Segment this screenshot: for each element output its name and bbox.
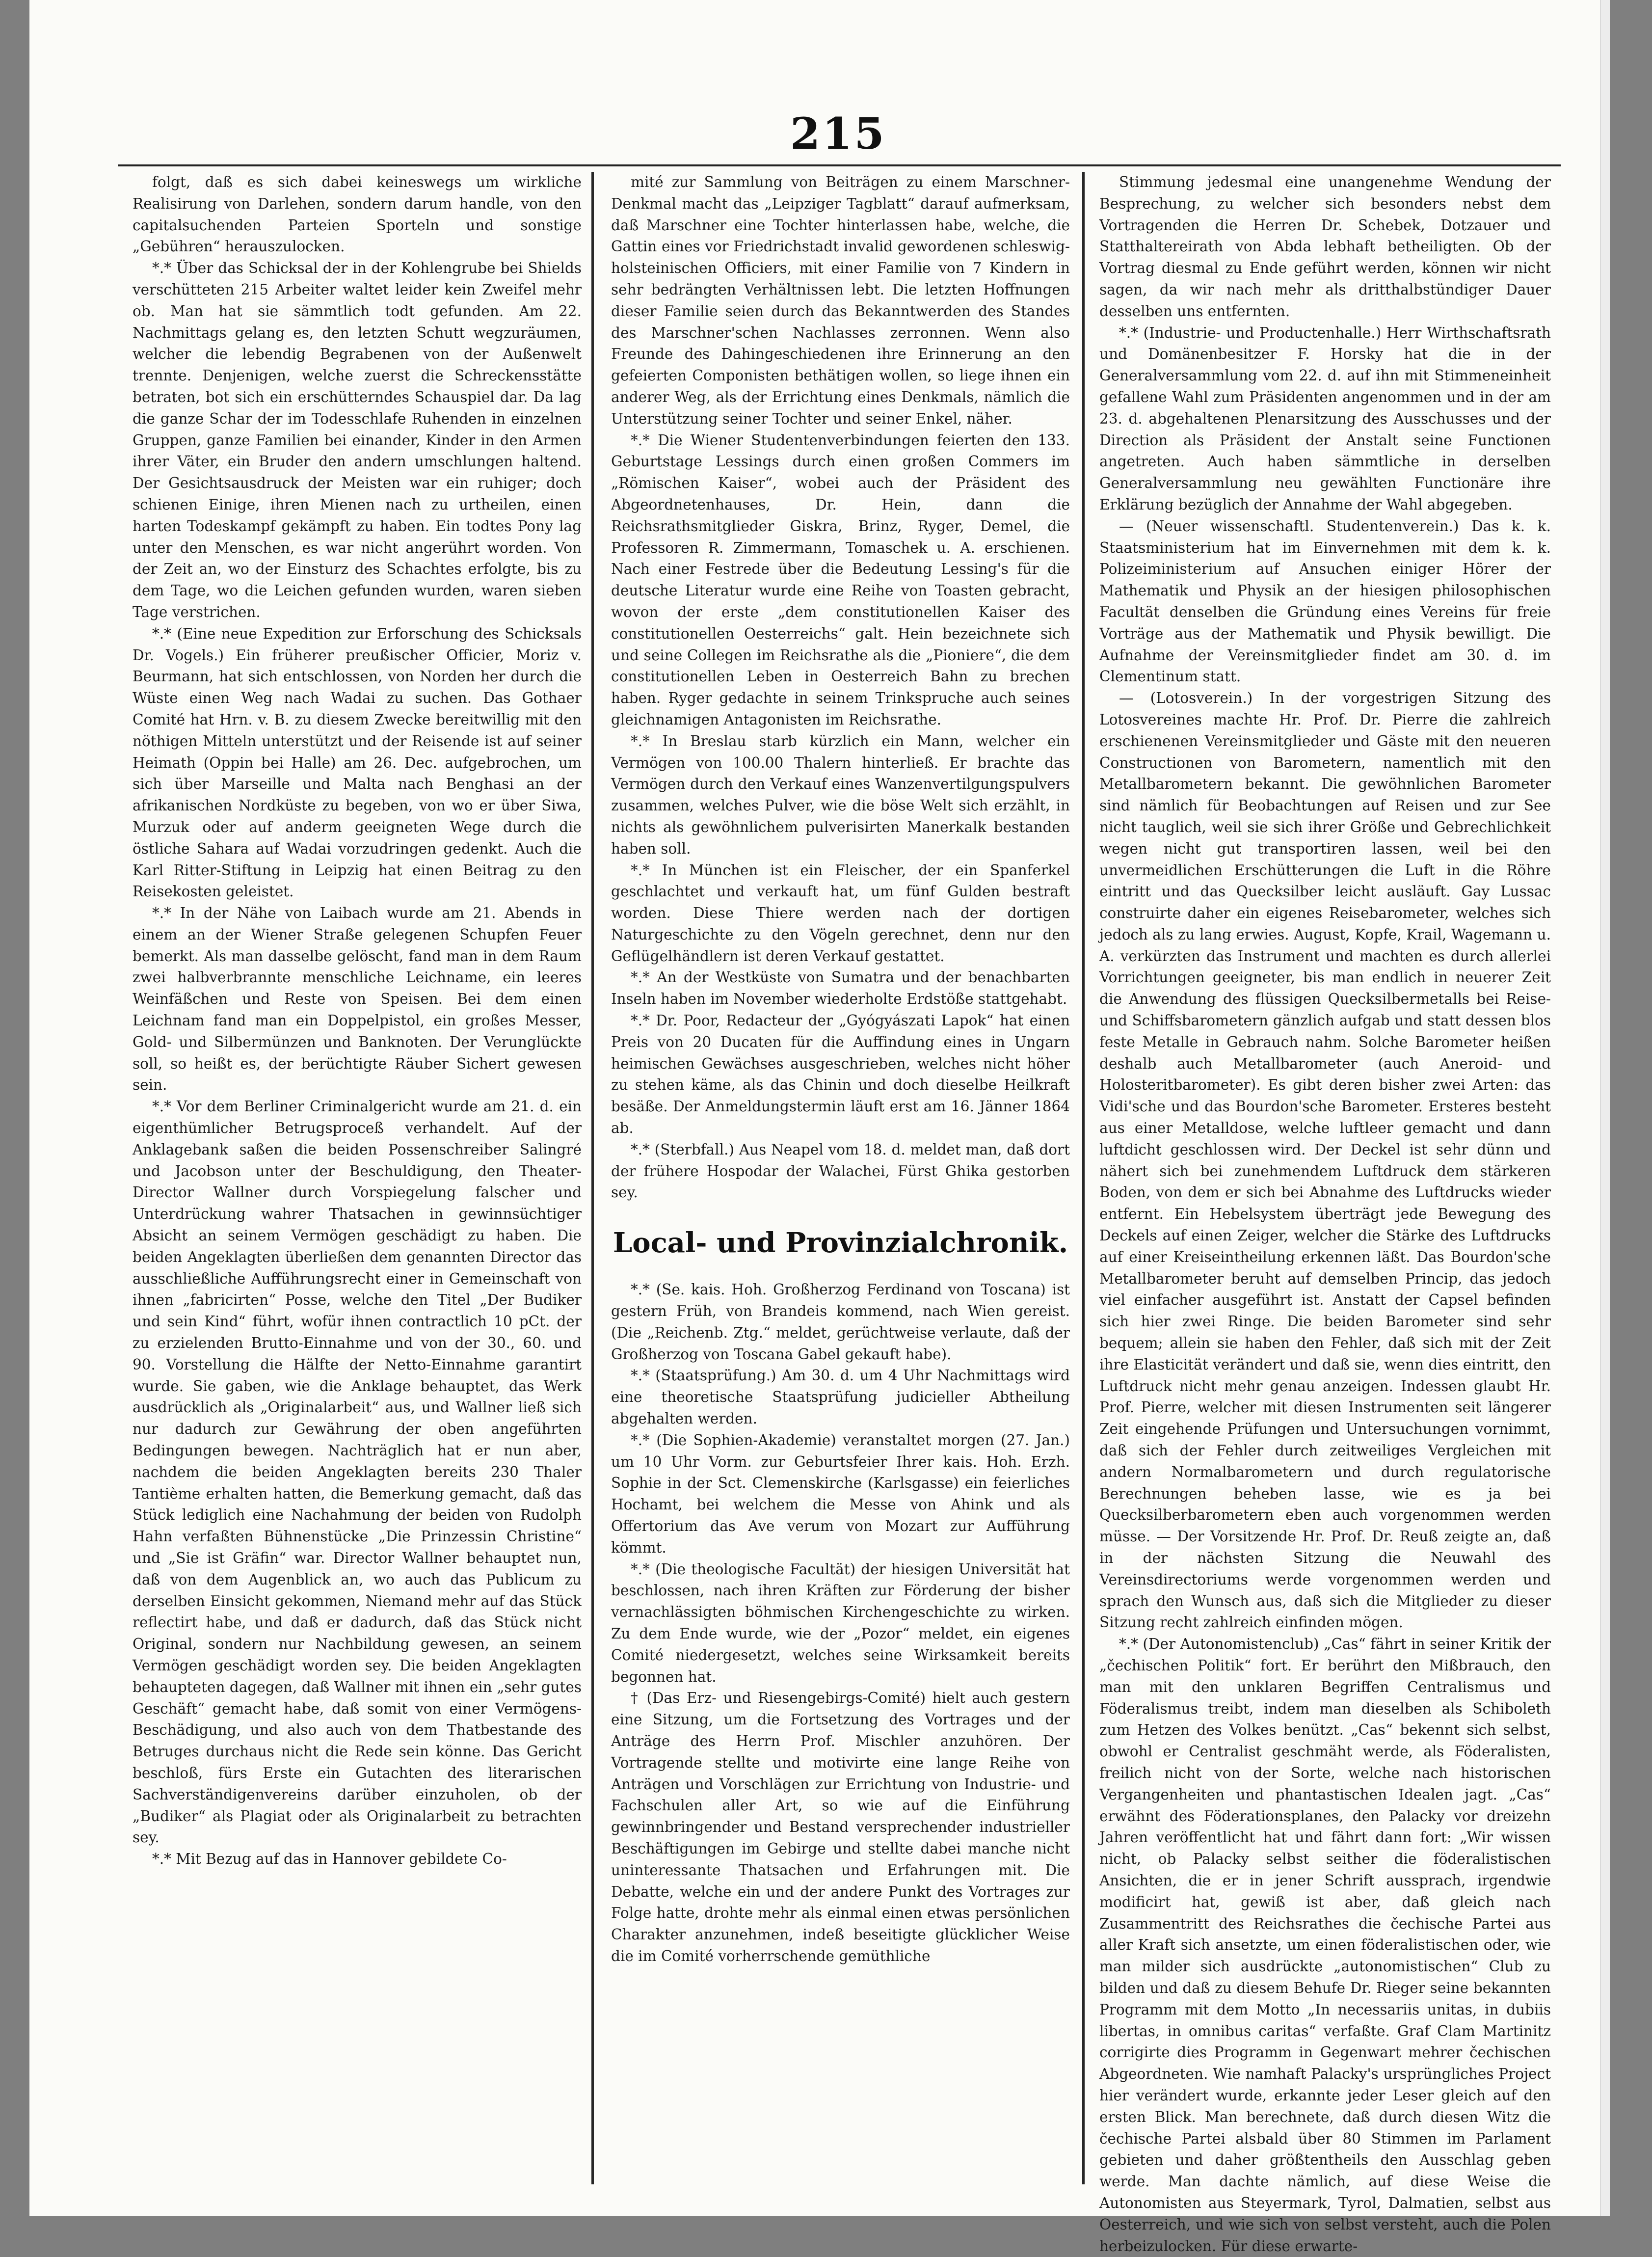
news-paragraph: *.* (Staatsprüfung.) Am 30. d. um 4 Uhr Nachmittags wird eine theoretische Staatsprüfung judicieller Abtheilung abgehalten werden. xyxy=(611,1367,1070,1427)
section-heading: Local- und Provinzialchronik. xyxy=(613,1227,1068,1260)
news-paragraph: mité zur Sammlung von Beiträgen zu einem Marschner-Denkmal macht das „Leipziger Tagblatt“ darauf aufmerksam, daß Marschner eine Tochter hinterlassen habe, welche, die Gattin eines vor Friedrichstadt invalid gewordenen schleswig-holsteinischen Officiers, mit einer Familie von 7 Kindern in sehr bedrängten Verhältnissen lebt. Die letzten Hoffnungen dieser Familie seien durch das Bekanntwerden des Standes des Marschner'schen Nachlasses zerronnen. Wenn also Freunde des Dahingeschiedenen ihre Erinnerung an den gefeierten Componisten bethätigen wollen, so liege ihnen ein anderer Weg, als der Errichtung eines Denkmals, nämlich die Unterstützung seiner Tochter und seiner Enkel, näher. xyxy=(611,174,1070,427)
news-paragraph: — (Lotosverein.) In der vorgestrigen Sitzung des Lotosvereines machte Hr. Prof. Dr. Pierre die zahlreich erschienenen Vereinsmitglieder und Gäste mit den neueren Constructionen von Barometern, namentlich mit den Metallbarometern bekannt. Die gewöhnlichen Barometer sind nämlich für Beobachtungen auf Reisen und zur See nicht tauglich, weil sie sich ihrer Größe und Gebrechlichkeit wegen nicht gut transportiren lassen, weil bei den unvermeidlichen Erschütterungen die Luft in die Röhre eintritt und das Quecksilber leicht ausläuft. Gay Lussac construirte daher ein eigenes Reisebarometer, welches sich jedoch als zu lang erwies. August, Kopfe, Krail, Wagemann u. A. verkürzten das Instrument und machten es durch allerlei Vorrichtungen geeigneter, bis man endlich in neuerer Zeit die Anwendung des flüssigen Quecksilbermetalls bei Reise- und Schiffsbarometern gänzlich aufgab und statt dessen blos feste Metalle in Gebrauch nahm. Solche Barometer heißen deshalb auch Metallbarometer (auch Aneroid- und Holosteritbarometer). Es gibt deren bisher zwei Arten: das Vidi'sche und das Bourdon'sche Barometer. Ersteres besteht aus einer Metalldose, welche luftleer gemacht und dann luftdicht geschlossen wird. Der Deckel ist sehr dünn und nähert sich bei zunehmendem Luftdruck dem stärkeren Boden, von dem er sich bei Abnahme des Luftdrucks wieder entfernt. Ein Hebelsystem überträgt jede Bewegung des Deckels auf einen Zeiger, welcher die Stärke des Luftdrucks auf einer Kreiseintheilung erkennen läßt. Das Bourdon'sche Metallbarometer beruht auf demselben Princip, das jedoch viel einfacher ausgeführt ist. Anstatt der Capsel befinden sich hier zwei Ringe. Die beiden Barometer sind sehr bequem; allein sie haben den Fehler, daß sich mit der Zeit ihre Elasticität verändert und daß sie, wenn dies eintritt, den Luftdruck nicht mehr genau anzeigen. Indessen glaubt Hr. Prof. Pierre, welcher mit diesen Instrumenten seit längerer Zeit eingehende Prüfungen und Untersuchungen vornimmt, daß sich der Fehler durch zeitweiliges Vergleichen mit andern Normalbarometern und durch regulatorische Berechnungen beheben lasse, wie es ja bei Quecksilberbarometern eben auch vorgenommen werden müsse. — Der Vorsitzende Hr. Prof. Dr. Reuß zeigte an, daß in der nächsten Sitzung die Neuwahl des Vereinsdirectoriums werde vorgenommen werden und sprach den Wunsch aus, daß sich die Mitglieder zu dieser Sitzung recht zahlreich einfinden mögen. xyxy=(1099,690,1551,1631)
news-paragraph: *.* Vor dem Berliner Criminalgericht wurde am 21. d. ein eigenthümlicher Betrugsproceß verhandelt. Auf der Anklagebank saßen die beiden Possenschreiber Salingré und Jacobson unter der Beschuldigung, den Theater-Director Wallner durch Vorspiegelung falscher und Unterdrückung wahrer Thatsachen in gewinnsüchtiger Absicht an seinem Vermögen geschädigt zu haben. Die beiden Angeklagten überließen dem genannten Director das ausschließliche Aufführungsrecht einer in Gemeinschaft von ihnen „fabricirten“ Posse, welche den Titel „Der Budiker und sein Kind“ führt, wofür ihnen contractlich 10 pCt. der zu erzielenden Brutto-Einnahme und von der 30., 60. und 90. Vorstellung die Hälfte der Netto-Einnahme garantirt wurde. Sie gaben, wie die Anklage behauptet, das Werk ausdrücklich als „Originalarbeit“ aus, und Wallner ließ sich nur dadurch zur Gewährung der oben angeführten Bedingungen bewegen. Nachträglich hat er nun aber, nachdem die beiden Angeklagten bereits 230 Thaler Tantième erhalten hatten, die Bemerkung gemacht, daß das Stück lediglich eine Nachahmung der beiden von Rudolph Hahn verfaßten Bühnenstücke „Die Prinzessin Christine“ und „Sie ist Gräfin“ war. Director Wallner behauptet nun, daß von dem Augenblick an, wo auch das Publicum zu derselben Einsicht gekommen, Niemand mehr auf das Stück reflectirt habe, und daß er dadurch, daß das Stück nicht Original, sondern nur Nachbildung gewesen, an seinem Vermögen geschädigt worden sey. Die beiden Angeklagten behaupteten dagegen, daß Wallner mit ihnen ein „sehr gutes Geschäft“ gemacht habe, daß somit von einer Vermögens-Beschädigung, und also auch von dem Thatbestande des Betruges durchaus nicht die Rede sein könne. Das Gericht beschloß, fürs Erste ein Gutachten des literarischen Sachverständigenvereins darüber einzuholen, ob der „Budiker“ als Plagiat oder als Originalarbeit zu betrachten sey. xyxy=(133,1098,582,1846)
page-edge xyxy=(1601,0,1610,2216)
column-middle xyxy=(611,172,1070,2184)
news-paragraph: † (Das Erz- und Riesengebirgs-Comité) hielt auch gestern eine Sitzung, um die Fortsetzung des Vortrages und der Anträge des Herrn Prof. Mischler anzuhören. Der Vortragende stellte und motivirte eine lange Reihe von Anträgen und Vorschlägen zur Errichtung von Industrie- und Fachschulen aller Art, so wie auf die Einführung gewinnbringender und Bestand versprechender industrieller Beschäftigungen im Gebirge und stellte dabei manche nicht uninteressante Thatsachen und Erfahrungen mit. Die Debatte, welche ein und der andere Punkt des Vortrages zur Folge hatte, drohte mehr als einmal einen etwas persönlichen Charakter anzunehmen, indeß beseitigte glücklicher Weise die im Comité vorherrschende gemüthliche xyxy=(611,1690,1070,1964)
news-paragraph: *.* (Se. kais. Hoh. Großherzog Ferdinand von Toscana) ist gestern Früh, von Brandeis kommend, nach Wien gereist. (Die „Reichenb. Ztg.“ meldet, gerüchtweise verlaute, daß der Großherzog von Toscana Gabel gekauft habe). xyxy=(611,1281,1070,1363)
news-paragraph: *.* (Die Sophien-Akademie) veranstaltet morgen (27. Jan.) um 10 Uhr Vorm. zur Geburtsfeier Ihrer kais. Hoh. Erzh. Sophie in der Sct. Clemenskirche (Karlsgasse) ein feierliches Hochamt, bei welchem die Messe von Ahink und als Offertorium das Ave verum von Mozart zur Aufführung kömmt. xyxy=(611,1431,1070,1556)
news-paragraph: *.* Die Wiener Studentenverbindungen feierten den 133. Geburtstage Lessings durch einen großen Commers im „Römischen Kaiser“, wobei auch der Präsident des Abgeordnetenhauses, Dr. Hein, dann die Reichsrathsmitglieder Giskra, Brinz, Ryger, Demel, die Professoren R. Zimmermann, Tomaschek u. A. erschienen. Nach einer Festrede über die Bedeutung Lessing's für die deutsche Literatur wurde eine Reihe von Toasten gebracht, wovon der erste „dem constitutionellen Kaiser des constitutionellen Oesterreichs“ galt. Hein bezeichnete sich und seine Collegen im Reichsrathe als die „Pioniere“, die dem constitutionellen Leben in Oesterreich Bahn zu brechen haben. Ryger gedachte in seinem Trinkspruche auch seines gleichnamigen Antagonisten im Reichsrathe. xyxy=(611,431,1070,728)
news-paragraph: *.* (Industrie- und Productenhalle.) Herr Wirthschaftsrath und Domänenbesitzer F. Horsky hat die in der Generalversammlung vom 22. d. auf ihn mit Stimmeneinheit gefallene Wahl zum Präsidenten angenommen und in der am 23. d. abgehaltenen Plenarsitzung des Ausschusses und der Direction als Präsident der Anstalt seine Functionen angetreten. Auch haben sämmtliche in derselben Generalversammlung neu gewählten Functionäre ihre Erklärung bezüglich der Annahme der Wahl abgegeben. xyxy=(1099,324,1551,513)
page-number: 215 xyxy=(790,108,886,159)
newspaper-page xyxy=(29,0,1600,2255)
header-rule xyxy=(118,164,1561,166)
column-divider xyxy=(1082,172,1085,2184)
news-paragraph: folgt, daß es sich dabei keineswegs um wirkliche Realisirung von Darlehen, sondern darum handle, von den capitalsuchenden Parteien Sporteln und sonstige „Gebühren“ herauszulocken. xyxy=(133,174,582,255)
news-paragraph: *.* An der Westküste von Sumatra und der benachbarten Inseln haben im November wiederholte Erdstöße stattgehabt. xyxy=(611,969,1070,1008)
news-paragraph: *.* Dr. Poor, Redacteur der „Gyógyászati Lapok“ hat einen Preis von 20 Ducaten für die Auffindung eines in Ungarn heimischen Gewächses ausgeschrieben, welches nicht höher zu stehen käme, als das Chinin und doch dieselbe Heilkraft besäße. Der Anmeldungstermin läuft erst am 16. Jänner 1864 ab. xyxy=(611,1012,1070,1137)
news-paragraph: *.* (Die theologische Facultät) der hiesigen Universität hat beschlossen, nach ihren Kräften zur Förderung der bisher vernachlässigten böhmischen Kirchengeschichte zu wirken. Zu dem Ende wurde, wie der „Pozor“ meldet, ein eigenes Comité niedergesetzt, welches seine Wirksamkeit bereits begonnen hat. xyxy=(611,1560,1070,1685)
news-paragraph: — (Neuer wissenschaftl. Studentenverein.) Das k. k. Staatsministerium hat im Einvernehmen mit dem k. k. Polizeiministerium auf Ansuchen einiger Hörer der Mathematik und Physik an der hiesigen philosophischen Facultät denselben die Gründung eines Vereins für freie Vorträge aus der Mathematik und Physik bewilligt. Die Aufnahme der Vereinsmitglieder findet am 30. d. im Clementinum statt. xyxy=(1099,517,1551,685)
news-paragraph: *.* (Der Autonomistenclub) „Cas“ fährt in seiner Kritik der „čechischen Politik“ fort. Er berührt den Mißbrauch, den man mit den unklaren Begriffen Centralismus und Föderalismus treibt, indem man dieselben als Schiboleth zum Hetzen des Volkes benützt. „Cas“ bekennt sich selbst, obwohl er Centralist geschmäht werde, als Föderalisten, freilich nicht von der Sorte, welche nach historischen Vergangenheiten und phantastischen Idealen jagt. „Cas“ erwähnt des Föderationsplanes, den Palacky vor dreizehn Jahren veröffentlicht hat und fährt dann fort: „Wir wissen nicht, ob Palacky selbst seither die föderalistischen Ansichten, die er in jener Schrift aussprach, irgendwie modificirt hat, gewiß ist aber, daß gleich nach Zusammentritt des Reichsrathes die čechische Partei aus aller Kraft sich ansetzte, um einen föderalistischen oder, wie man milder sich ausdrückte „autonomistischen“ Club zu bilden und daß zu diesem Behufe Dr. Rieger seine bekannten Programm mit dem Motto „In necessariis unitas, in dubiis libertas, in omnibus caritas“ verfaßte. Graf Clam Martinitz corrigirte dies Programm in Gegenwart mehrer čechischen Abgeordneten. Wie namhaft Palacky's ursprüngliches Project hier verändert wurde, erkannte jeder Leser gleich auf den ersten Blick. Man berechnete, daß durch diesen Witz die čechische Partei alsbald über 80 Stimmen im Parlament gebieten und daher größtentheils den Ausschlag geben werde. Man dachte nämlich, auf diese Weise die Autonomisten aus Steyermark, Tyrol, Dalmatien, selbst aus Oesterreich, und wie sich von selbst versteht, auch die Polen herbeizulocken. Für diese erwarte- xyxy=(1099,1636,1551,2255)
news-paragraph: *.* In München ist ein Fleischer, der ein Spanferkel geschlachtet und verkauft hat, um fünf Gulden bestraft worden. Diese Thiere werden nach der dortigen Naturgeschichte zu den Vögeln gerechnet, denn nur den Geflügelhändlern ist deren Verkauf gestattet. xyxy=(611,861,1070,965)
news-paragraph: *.* In der Nähe von Laibach wurde am 21. Abends in einem an der Wiener Straße gelegenen Schupfen Feuer bemerkt. Als man dasselbe gelöscht, fand man in dem Raum zwei halbverbrannte menschliche Leichname, ein leeres Weinfäßchen und Reste von Speisen. Bei dem einen Leichnam fand man ein Doppelpistol, ein großes Messer, Gold- und Silbermünzen und Banknoten. Der Verunglückte soll, so heißt es, der berüchtigte Räuber Sichert gewesen sein. xyxy=(133,905,582,1094)
news-paragraph: *.* (Sterbfall.) Aus Neapel vom 18. d. meldet man, daß dort der frühere Hospodar der Walachei, Fürst Ghika gestorben sey. xyxy=(611,1141,1070,1201)
news-paragraph: Stimmung jedesmal eine unangenehme Wendung der Besprechung, zu welcher sich besonders nebst dem Vortragenden die Herren Dr. Schebek, Dotzauer und Statthaltereirath von Abda lebhaft betheiligten. Ob der Vortrag diesmal zu Ende geführt werden, können wir nicht sagen, da wir nach mehr als dritthalbstündiger Dauer desselben uns entfernten. xyxy=(1099,174,1551,320)
column-divider xyxy=(591,172,594,2184)
column-right xyxy=(1099,172,1551,2255)
news-paragraph: *.* In Breslau starb kürzlich ein Mann, welcher ein Vermögen von 100.00 Thalern hinterließ. Er brachte das Vermögen durch den Verkauf eines Wanzenvertilgungspulvers zusammen, welches Pulver, wie die böse Welt sich erzählt, in nichts als gewöhnlichem pulverisirten Manerkalk bestanden haben soll. xyxy=(611,732,1070,857)
news-paragraph: *.* (Eine neue Expedition zur Erforschung des Schicksals Dr. Vogels.) Ein früherer preußischer Officier, Moriz v. Beurmann, hat sich entschlossen, von Norden her durch die Wüste einen Weg nach Wadai zu suchen. Das Gothaer Comité hat Hrn. v. B. zu diesem Zwecke bereitwillig mit den nöthigen Mitteln unterstützt und der Reisende ist auf seiner Heimath (Oppin bei Halle) am 26. Dec. aufgebrochen, um sich über Marseille und Malta nach Benghasi an der afrikanischen Nordküste zu begeben, von wo er über Siwa, Murzuk oder auf anderm geeigneten Wege durch die östliche Sahara auf Wadai vorzudringen gedenkt. Auch die Karl Ritter-Stiftung in Leipzig hat einen Beitrag zu den Reisekosten geleistet. xyxy=(133,625,582,900)
news-paragraph: *.* Über das Schicksal der in der Kohlengrube bei Shields verschütteten 215 Arbeiter waltet leider kein Zweifel mehr ob. Man hat sie sämmtlich todt gefunden. Am 22. Nachmittags gelang es, den letzten Schutt wegzuräumen, welcher die lebendig Begrabenen von der Außenwelt trennte. Denjenigen, welche zuerst die Schreckensstätte betraten, bot sich ein erschütterndes Schauspiel dar. Da lag die ganze Schar der im Todesschlafe Ruhenden in einzelnen Gruppen, ganze Familien bei einander, Kinder in den Armen ihrer Väter, ein Bruder den andern umschlungen haltend. Der Gesichtsausdruck der Meisten war ein ruhiger; doch schienen Einige, ihren Mienen nach zu urtheilen, einen harten Todeskampf gekämpft zu haben. Ein todtes Pony lag unter den Menschen, es war nicht angerührt worden. Von der Zeit an, wo der Einsturz des Schachtes erfolgte, bis zu dem Tage, wo die Leichen gefunden wurden, waren sieben Tage verstrichen. xyxy=(133,260,582,620)
column-left xyxy=(133,172,582,2184)
news-paragraph: *.* Mit Bezug auf das in Hannover gebildete Co- xyxy=(152,1851,507,1868)
